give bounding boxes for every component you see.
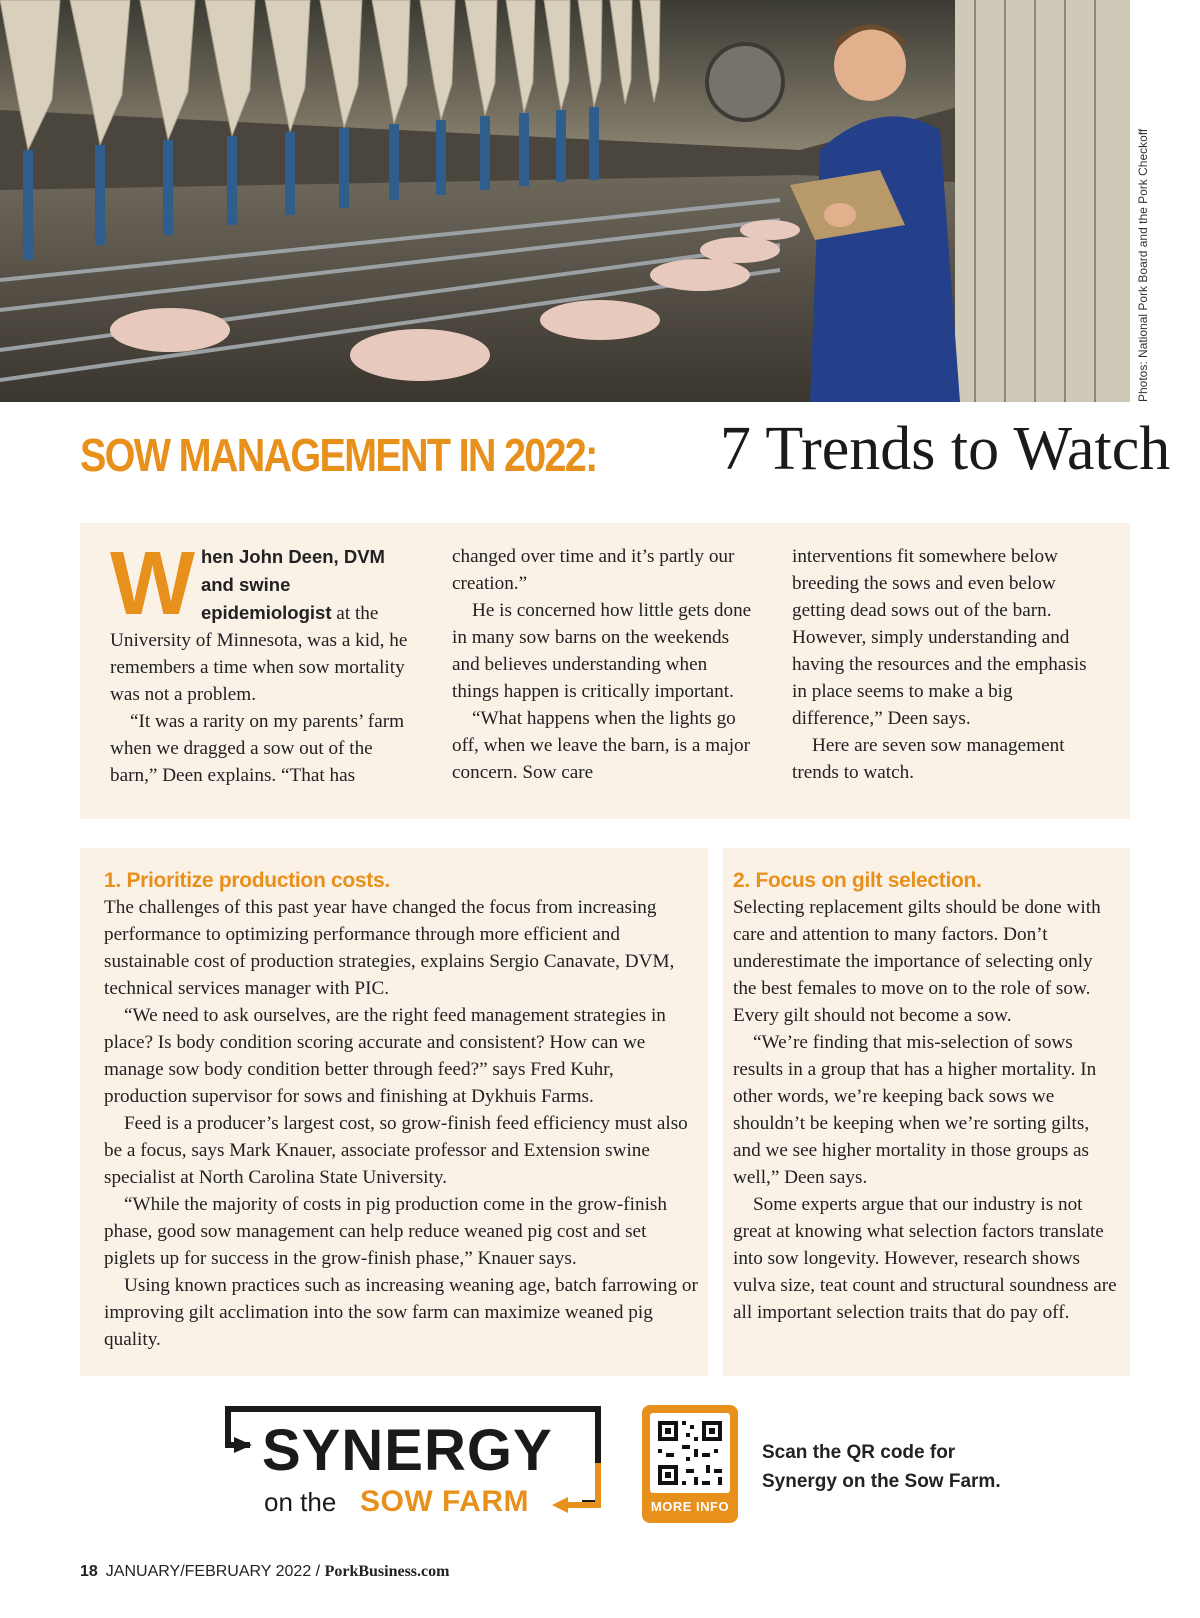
logo-wordmark: SYNERGY [262,1418,553,1483]
intro-lead: hen John Deen, DVM and swine epidemiologist [200,546,385,623]
page-footer [80,1563,449,1581]
headline-lead: SOW MANAGEMENT IN 2022: [80,429,597,481]
hero-photo [0,0,1130,402]
scan-line-1: Scan the QR code for [762,1442,956,1463]
intro-paragraph: “What happens when the lights go off, when we leave the barn, is a major concern. Sow care [452,708,751,783]
section-paragraph: Using known practices such as increasing weaning age, batch farrowing or improving gilt acclimation into the sow farm can maximize weaned pig quality. [104,1275,698,1350]
qr-code-button[interactable] [642,1405,738,1523]
qr-code-icon [650,1413,730,1493]
intro-column-3 [792,543,1092,786]
intro-column-2 [452,543,752,786]
section-paragraph: Selecting replacement gilts should be done with care and attention to many factors. Don’t underestimate the importance of selecting only the best females to move on to the role of sow. Every gilt should not become a sow. [733,897,1101,1026]
footer-separator: / [311,1563,325,1580]
scan-line-2: Synergy on the Sow Farm. [762,1471,1001,1492]
intro-panel [80,523,1130,819]
section-production-costs [80,848,708,1376]
section-heading: 2. Focus on gilt selection. [733,869,982,892]
intro-paragraph: interventions fit somewhere below breeding the sows and even below getting dead sows out of the barn. However, simply understanding and having the resources and the emphasis in place seems to make a big difference,” Deen says. [792,546,1087,729]
drop-cap: W [110,534,195,634]
scan-instructions [762,1438,1001,1496]
section-paragraph: Some experts argue that our industry is not great at knowing what selection factors translate into sow longevity. However, research shows vulva size, teat count and structural soundness are all important selection traits that do pay off. [733,1194,1117,1323]
intro-paragraph: at the University of Minnesota, was a kid, he remembers a time when sow mortality was not a problem. [110,603,408,705]
section-heading: 1. Prioritize production costs. [104,869,390,892]
more-info-label: MORE INFO [650,1499,730,1514]
headline [80,415,1171,483]
intro-paragraph: “It was a rarity on my parents’ farm when we dragged a sow out of the barn,” Deen explains. “That has [110,711,405,786]
section-paragraph: “We’re finding that mis-selection of sows results in a group that has a higher mortality. In other words, we’re keeping back sows we shouldn’t be keeping when we’re sorting gilts, and we see higher mortality in those groups as well,” Deen says. [733,1032,1097,1188]
logo-sow-farm: SOW FARM [360,1485,529,1518]
intro-paragraph: Here are seven sow management trends to watch. [792,735,1065,783]
section-gilt-selection [723,848,1130,1376]
intro-paragraph: He is concerned how little gets done in many sow barns on the weekends and believes understanding when things happen is critically important. [452,600,752,702]
intro-column-1 [110,534,410,789]
intro-paragraph: changed over time and it’s partly our creation.” [452,546,735,594]
section-paragraph: “While the majority of costs in pig production come in the grow-finish phase, good sow management can help reduce weaned pig cost and set piglets up for success in the grow-finish phase,” Knauer says. [104,1194,667,1269]
section-paragraph: Feed is a producer’s largest cost, so grow-finish feed efficiency must also be a focus, says Mark Knauer, associate professor and Extension swine specialist at North Carolina State University. [104,1113,688,1188]
headline-rest: 7 Trends to Watch [720,415,1171,483]
issue-date: JANUARY/FEBRUARY 2022 [105,1563,312,1580]
site-link[interactable]: PorkBusiness.com [324,1563,450,1580]
logo-on-the: on the [264,1487,337,1517]
synergy-logo[interactable] [222,1405,602,1523]
photo-credit: Photos: National Pork Board and the Pork Checkoff [1136,128,1150,402]
section-paragraph: “We need to ask ourselves, are the right feed management strategies in place? Is body condition scoring accurate and consistent? How can we manage sow body condition better through feed?” says Fred Kuhr, production supervisor for sows and finishing at Dykhuis Farms. [104,1005,666,1107]
section-paragraph: The challenges of this past year have changed the focus from increasing performance to optimizing performance through more efficient and sustainable cost of production strategies, explains Sergio Canavate, DVM, technical services manager with PIC. [104,897,675,999]
page-number: 18 [80,1563,98,1580]
